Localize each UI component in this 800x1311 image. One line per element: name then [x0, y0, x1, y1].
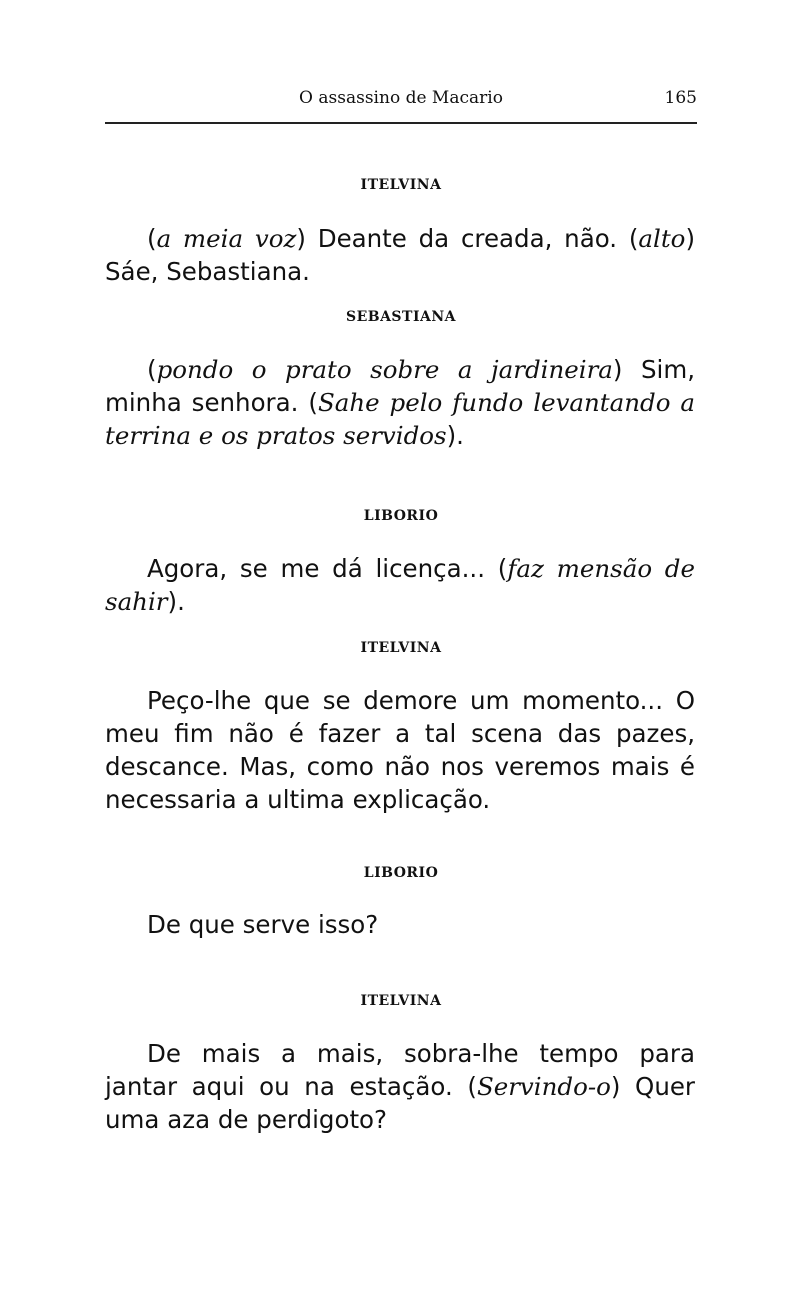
dialogue-paragraph [105, 222, 695, 288]
running-header [105, 88, 697, 118]
speaker-name: ITELVINA [360, 640, 442, 656]
speaker-name: LIBORIO [363, 865, 439, 881]
speaker-name: SEBASTIANA [345, 309, 457, 325]
header-rule [105, 122, 697, 124]
dialogue-text: ( [147, 224, 157, 253]
dialogue-text: Agora, se me dá licença... ( [147, 554, 508, 583]
dialogue-paragraph [105, 684, 695, 816]
dialogue-text: ) Quer uma aza de perdigoto? [105, 1072, 695, 1134]
speaker-name: LIBORIO [363, 508, 439, 524]
dialogue-text: ). [446, 421, 464, 450]
dialogue-text: De que serve isso? [147, 910, 379, 939]
dialogue-paragraph [105, 552, 695, 618]
running-title: O assassino de Macario [299, 88, 503, 108]
stage-direction: Sahe pelo fundo levantando a terrina e os pratos servidos [105, 388, 696, 450]
dialogue-paragraph [105, 353, 695, 452]
dialogue-text: Peço-lhe que se demore um momento... O meu fim não é fazer a tal scena das pazes, descance. Mas, como não nos veremos mais é necessaria a ultima explicação. [105, 686, 695, 814]
dialogue-text: De mais a mais, sobra-lhe tempo para jantar aqui ou na estação. ( [105, 1039, 695, 1101]
speaker-name: ITELVINA [360, 993, 442, 1009]
dialogue-text: ) Sim, minha senhora. ( [105, 355, 696, 417]
speaker-name: ITELVINA [360, 177, 442, 193]
stage-direction: pondo o prato sobre a jardineira [156, 355, 613, 384]
stage-direction: faz mensão de sahir [105, 554, 695, 616]
dialogue-paragraph [105, 1037, 695, 1136]
stage-direction: a meia voz [156, 224, 297, 253]
dialogue-text: ( [147, 355, 157, 384]
dialogue-paragraph [105, 908, 695, 941]
dialogue-text: ). [167, 587, 185, 616]
stage-direction: Servindo-o [476, 1072, 611, 1101]
dialogue-text: ) Deante da creada, não. ( [296, 224, 639, 253]
page-number: 165 [664, 88, 697, 108]
dialogue-text: ) Sáe, Sebastiana. [105, 224, 695, 286]
stage-direction: alto [638, 224, 686, 253]
